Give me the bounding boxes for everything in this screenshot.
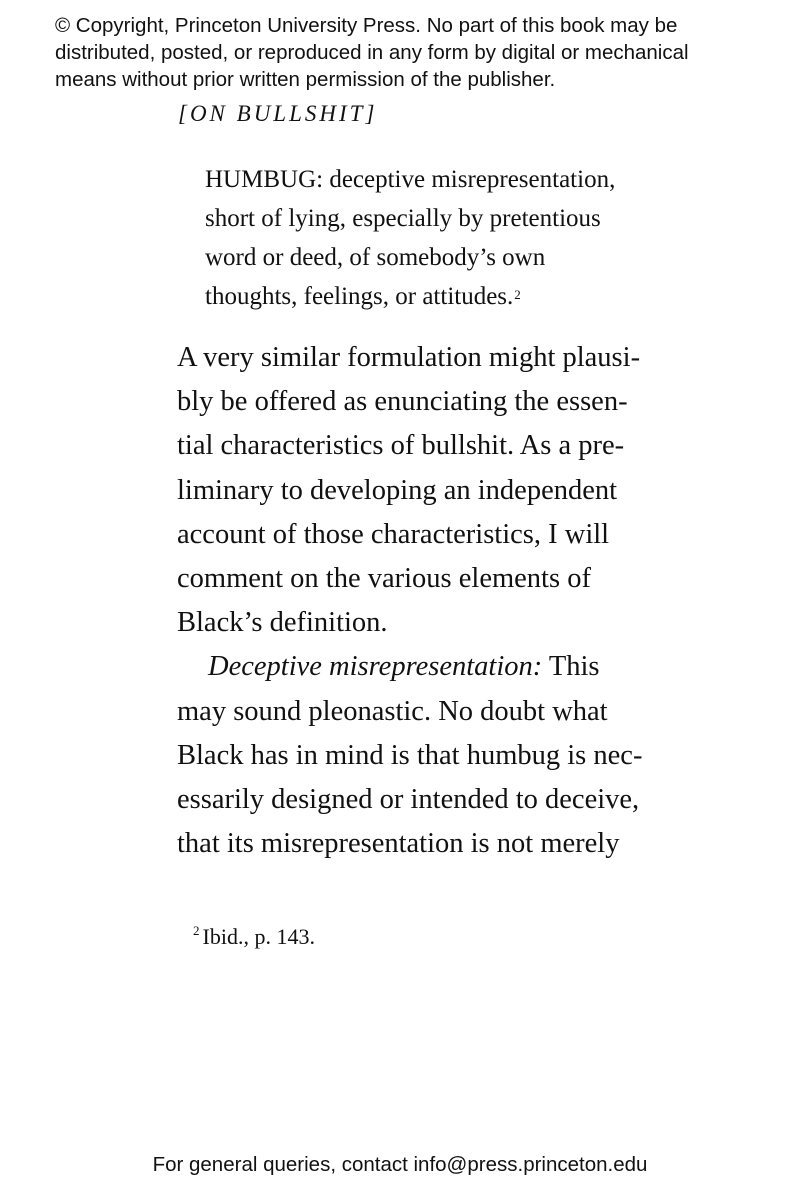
- running-head: [ON BULLSHIT]: [178, 101, 378, 126]
- italic-term: Deceptive misrepresentation:: [208, 651, 543, 683]
- quote-line-text: thoughts, feelings, or attitudes.: [205, 283, 514, 310]
- contact-footer: For general queries, contact info@press.princeton.edu: [152, 1153, 648, 1176]
- paragraph-line: [177, 645, 737, 689]
- copyright-line: distributed, posted, or reproduced in any form by digital or mechanical: [55, 41, 689, 64]
- paragraph-line: liminary to developing an independent: [177, 474, 618, 506]
- paragraph-text: This: [542, 651, 600, 683]
- paragraph-line: may sound pleonastic. No doubt what: [177, 695, 608, 727]
- paragraph-line: Black has in mind is that humbug is nec-: [177, 739, 643, 771]
- paragraph-line: tial characteristics of bullshit. As a pre-: [177, 430, 625, 462]
- paragraph-line: bly be offered as enunciating the essen-: [177, 386, 628, 418]
- copyright-line: © Copyright, Princeton University Press. No part of this book may be: [55, 14, 678, 37]
- footnote-reference[interactable]: 2: [514, 287, 521, 302]
- body-text: [177, 336, 737, 866]
- block-quote: [205, 160, 725, 316]
- paragraph-line: comment on the various elements of: [177, 563, 591, 595]
- quote-line: HUMBUG: deceptive misrepresentation,: [205, 166, 616, 193]
- paragraph-line: essarily designed or intended to deceive,: [177, 784, 640, 816]
- quote-line: [205, 277, 725, 316]
- paragraph-line: account of those characteristics, I will: [177, 518, 610, 550]
- copyright-line: means without prior written permission of the publisher.: [55, 68, 556, 91]
- paragraph-line: Black’s definition.: [177, 607, 388, 639]
- quote-line: word or deed, of somebody’s own: [205, 244, 546, 271]
- quote-line: short of lying, especially by pretentious: [205, 205, 601, 232]
- footnote-text: Ibid., p. 143.: [202, 924, 315, 949]
- paragraph-line: that its misrepresentation is not merely: [177, 828, 620, 860]
- footnote: [193, 924, 315, 950]
- footnote-number: 2: [193, 923, 200, 938]
- paragraph-line: A very similar formulation might plausi-: [177, 342, 641, 373]
- copyright-notice: [55, 12, 785, 93]
